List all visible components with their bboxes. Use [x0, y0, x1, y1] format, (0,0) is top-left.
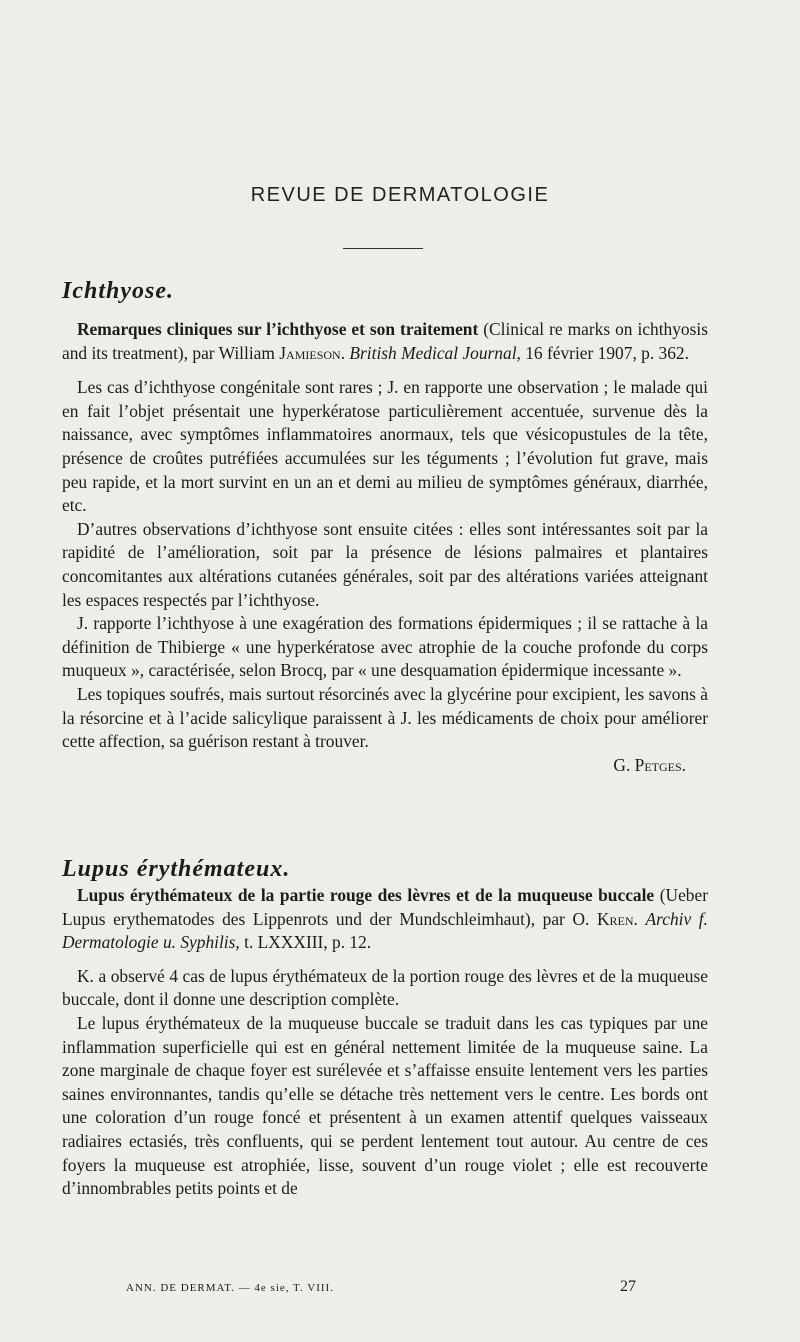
- article-author: Kren: [596, 908, 634, 929]
- section-lupus-body: [62, 884, 708, 1201]
- article-reference: [62, 884, 708, 955]
- signature-line: [62, 754, 708, 778]
- article-ref-text: t. LXXXIII, p. 12.: [239, 932, 372, 953]
- article-reference: [62, 318, 708, 365]
- paragraph: D’autres observations d’ichthyose sont ensuite citées : elles sont intéressantes soit par la rapidité de l’amélioration, soit par la présence de lésions palmaires et plantaires concomitantes aux altérations cutanées générales, soit par des altérations variées atteignant les espaces respectés par l’ichthyose.: [62, 518, 708, 610]
- section-heading-ichthyose: Ichthyose.: [62, 278, 174, 304]
- title-rule: [343, 248, 423, 249]
- footer-journal-info: ANN. DE DERMAT. — 4e sie, T. VIII.: [126, 1282, 334, 1294]
- paragraph: Les cas d’ichthyose congénitale sont rares ; J. en rapporte une observation ; le malade qui en fait l’objet présentait une hyperkératose particulièrement accentuée, survenue dès la naissance, avec symptômes inflammatoires anormaux, tels que vésicopustules de la tête, présence de croûtes putréfiées accumulées sur les téguments ; l’évolution fut grave, mais peu rapide, et la mort survint en un an et demi au milieu de symptômes généraux, diarrhée, etc.: [62, 377, 708, 516]
- paragraph: Le lupus érythémateux de la muqueuse buccale se traduit dans les cas typiques par une inflammation superficielle qui est en général nettement limitée de la muqueuse saine. La zone marginale de chaque foyer est surélevée et s’affaisse ensuite lentement vers les parties saines environnantes, tandis qu’elle se détache très nettement vers le centre. Les bords ont une coloration d’un rouge foncé et présentent à un examen attentif quelques vaisseaux radiaires ectasiés, très confluents, qui se perdent lentement tout autour. Au centre de ces foyers la muqueuse est atrophiée, lisse, souvent d’un rouge violet ; elle est recouverte d’innombrables petits points et de: [62, 1012, 708, 1199]
- page-number: 27: [620, 1278, 636, 1295]
- article-journal: Archiv f. Dermatologie u. Syphilis,: [62, 908, 708, 953]
- running-title: REVUE DE DERMATOLOGIE: [250, 184, 550, 206]
- article-ref-text: (Clinical re marks on ichthyosis and its treatment), par William: [62, 319, 708, 363]
- article-ref-text: 16 février 1907, p. 362.: [520, 342, 689, 363]
- article-ref-text: .: [633, 908, 646, 929]
- paragraph: J. rapporte l’ichthyose à une exagération des formations épidermiques ; il se rattache à la définition de Thibierge « une hyperkératose avec atrophie de la couche profonde du corps muqueux », caractérisée, selon Brocq, par « une desquamation épidermique incessante ».: [62, 613, 708, 681]
- article-title: Remarques cliniques sur l’ichthyose et son traitement: [77, 319, 479, 339]
- paragraph: K. a observé 4 cas de lupus érythémateux de la portion rouge des lèvres et de la muqueuse buccale, dont il donne une description complète.: [62, 965, 708, 1010]
- article-title: Lupus érythémateux de la partie rouge des lèvres et de la muqueuse buccale: [77, 885, 655, 905]
- article-ref-text: .: [340, 342, 350, 363]
- article-journal: British Medical Journal,: [349, 342, 521, 363]
- article-author: Jamieson: [279, 342, 341, 363]
- author-signature: G. Petges.: [613, 754, 686, 775]
- paragraph: Les topiques soufrés, mais surtout résorcinés avec la glycérine pour excipient, les savons à la résorcine et à l’acide salicylique paraissent à J. les médicaments de choix pour améliorer cette affection, sa guérison restant à trouver.: [62, 683, 708, 752]
- article-ref-text: (Ueber Lupus erythematodes des Lippenrots und der Mundschleimhaut), par O.: [62, 885, 708, 929]
- section-heading-lupus: Lupus érythémateux.: [62, 856, 291, 882]
- section-ichthyose-body: [62, 318, 708, 777]
